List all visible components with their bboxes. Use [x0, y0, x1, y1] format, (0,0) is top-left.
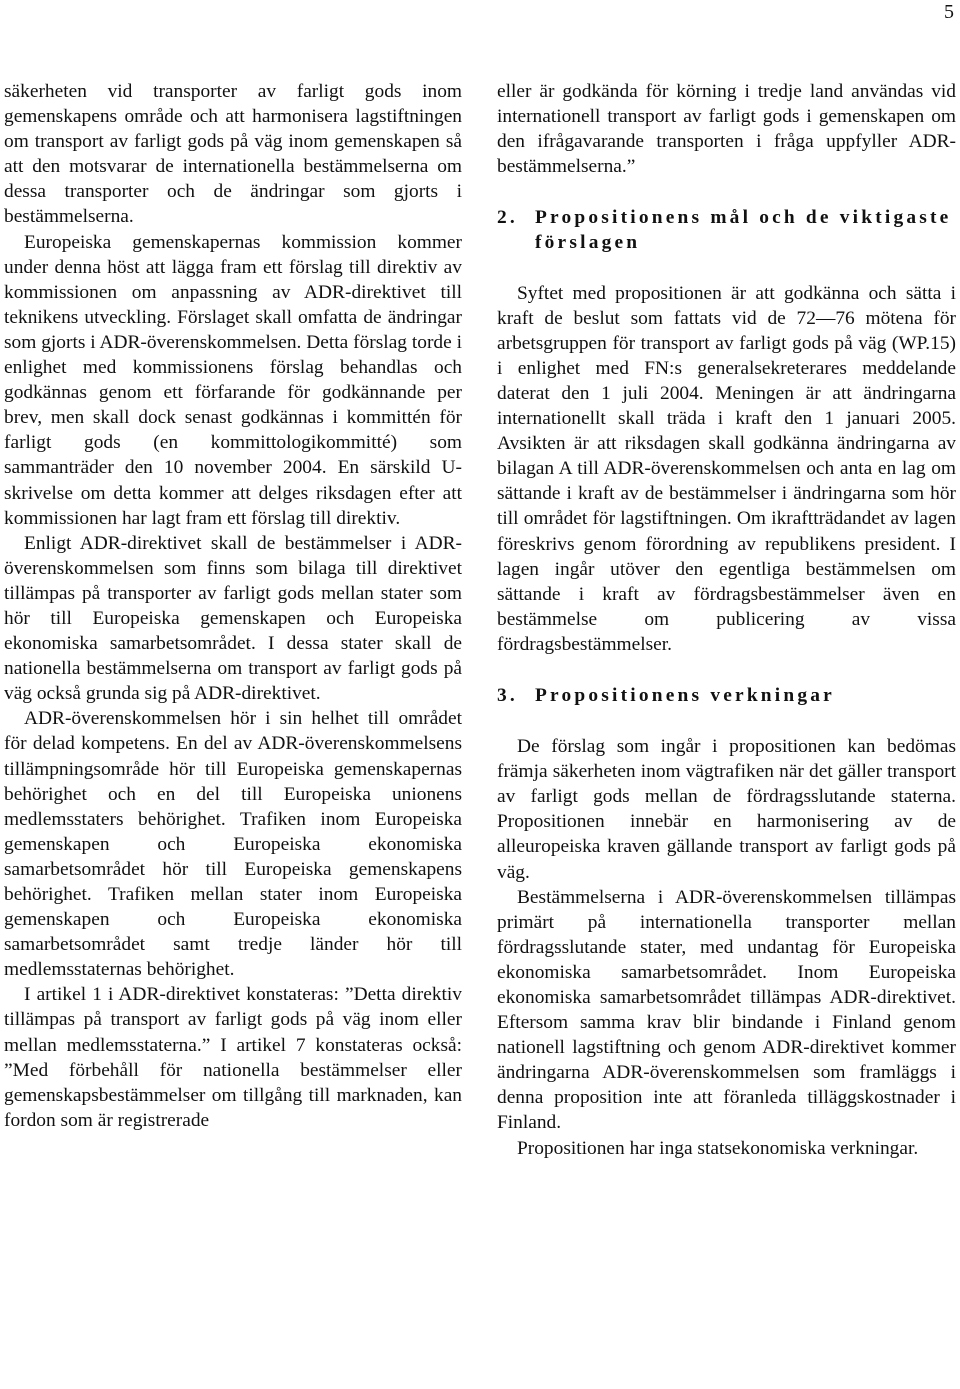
right-column — [497, 79, 956, 1161]
paragraph: I artikel 1 i ADR-direktivet konstateras: ”Detta direktiv tillämpas på transport av farligt gods på väg inom eller mellan medlemsstaterna.” I artikel 7 konstateras också: ”Med förbehåll för nationella bestämmelser eller gemenskapsbestämmelser om tillgång till marknaden, kan fordon som är registrerade — [4, 984, 462, 1131]
left-column — [4, 79, 462, 1133]
paragraph: säkerheten vid transporter av farligt gods inom gemenskapens område och att harmonisera lagstiftningen om transport av farligt gods på väg inom gemenskapen så att den motsvarar de internationella bestämmelserna om dessa transporter och de ändringar som gjorts i bestämmelserna. — [4, 81, 462, 228]
section-title: Propositionens mål och de viktigaste förslagen — [535, 207, 952, 254]
paragraph: ADR-överenskommelsen hör i sin helhet till området för delad kompetens. En del av ADR-överenskommelsens tillämpningsområde hör till Europeiska gemenskapernas behörighet och en del till Europeiska unionens medlemsstaters behörighet. Trafiken inom Europeiska gemenskapen och Europeiska ekonomiska samarbetsområdet hör till Europeiska gemenskapens behörighet. Trafiken mellan stater inom Europeiska gemenskapen och Europeiska ekonomiska samarbetsområdet samt tredje länder hör till medlemsstaternas behörighet. — [4, 708, 462, 981]
section-heading-2 — [497, 205, 956, 255]
paragraph: Europeiska gemenskapernas kommission kommer under denna höst att lägga fram ett förslag till direktiv av kommissionen om anpassning av ADR-direktivet till teknikens utveckling. Förslaget skall omfatta de ändringar som gjorts i ADR-överenskommelsen. Detta förslag torde i enlighet med kommissionens förslag behandlas och godkännas genom ett förfarande för godkännande per brev, men skall dock senast godkännas i kommittén för farligt gods (en kommittologikommitté) som sammanträder den 10 november 2004. En särskild U-skrivelse om detta kommer att delges riksdagen efter att kommissionen har lagt fram ett förslag till direktiv. — [4, 231, 462, 529]
paragraph: Bestämmelserna i ADR-överenskommelsen tillämpas primärt på internationella transporter mellan fördragsslutande stater, med undantag för Europeiska ekonomiska samarbetsområdet. Inom Europeiska ekonomiska samarbetsområdet tillämpas ADR-direktivet. Eftersom samma krav blir bindande i Finland genom nationell lagstiftning och genom ADR-direktivet kommer ändringarna ADR-överenskommelsen som framläggs i denna proposition inte att föranleda tilläggskostnader i Finland. — [497, 886, 956, 1134]
section-title: Propositionens verkningar — [535, 684, 835, 706]
section-number: 2. — [497, 207, 518, 229]
section-number: 3. — [497, 684, 518, 706]
paragraph: De förslag som ingår i propositionen kan bedömas främja säkerheten inom vägtrafiken när det gäller transport av farligt gods mellan de fördragsslutande staterna. Propositionen innebär en harmonisering av de alleuropeiska kraven gällande transport av farligt gods på väg. — [497, 736, 956, 883]
paragraph: Syftet med propositionen är att godkänna och sätta i kraft de beslut som fattats vid de 72—76 mötena för arbetsgruppen för transport av farligt gods på väg (WP.15) i enlighet med FN:s generalsekreterares meddelande daterat den 1 juli 2004. Meningen är att ändringarna internationellt skall träda i kraft den 1 januari 2005. Avsikten är att riksdagen skall godkänna ändringarna av bilagan A till ADR-överenskommelsen och anta en lag om sättande i kraft av de bestämmelser i ändringarna som hör till området för lagstiftningen. Om ikraftträdandet av lagen föreskrivs genom förordning av republikens president. I lagen ingår utöver den egentliga bestämmelsen om sättande i kraft av fördragsbestämmelser även en bestämmelse om publicering av vissa fördragsbestämmelser. — [497, 282, 956, 655]
paragraph: Enligt ADR-direktivet skall de bestämmelser i ADR-överenskommelsen som finns som bilaga till direktivet tillämpas på transporter av farligt gods mellan stater som hör till Europeiska gemenskapen och Europeiska ekonomiska samarbetsområdet. I dessa stater skall de nationella bestämmelserna om transport av farligt gods på väg också grunda sig på ADR-direktivet. — [4, 532, 462, 705]
page-number: 5 — [944, 1, 954, 23]
paragraph: Propositionen har inga statsekonomiska verkningar. — [517, 1137, 919, 1159]
section-heading-3 — [497, 683, 956, 708]
paragraph: eller är godkända för körning i tredje land användas vid internationell transport av farligt gods i gemenskapen om den ifrågavarande transporten i fråga uppfyller ADR-bestämmelserna.” — [497, 81, 956, 178]
